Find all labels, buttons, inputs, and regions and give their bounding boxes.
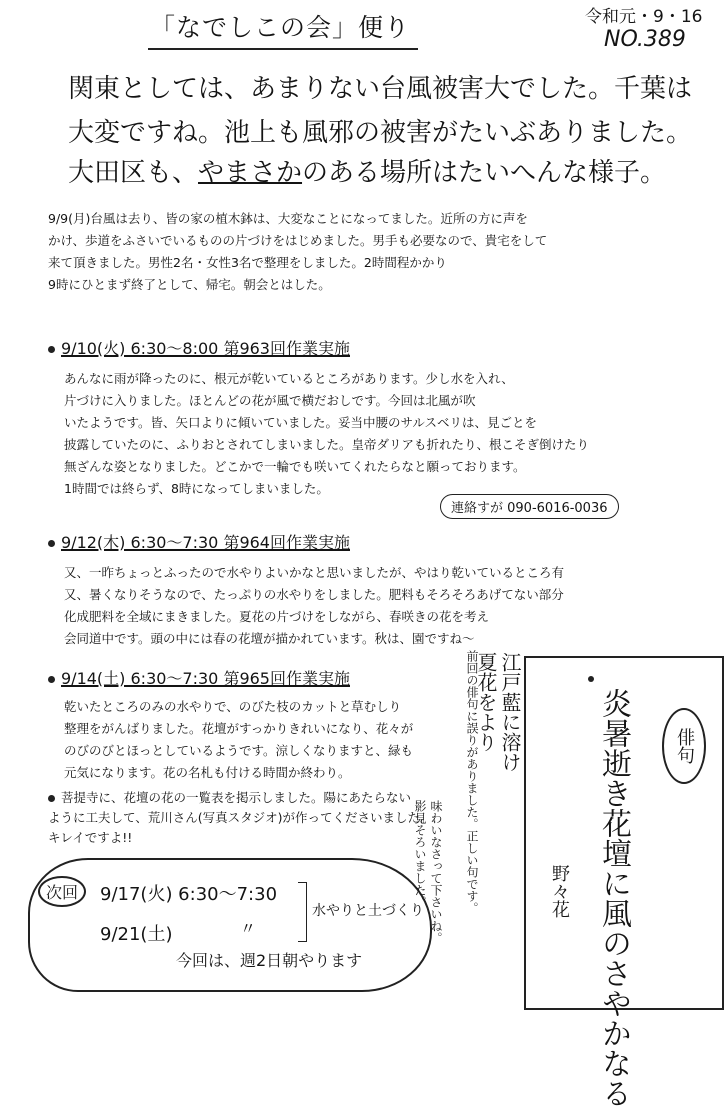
entry-3-heading: 9/12(木) 6:30～7:30 第964回作業実施 [48,530,350,553]
entry-3-line: 又、暑くなりそうなので、たっぷりの水やりをしました。肥料もそろそろあげてない部分 [64,587,564,602]
haiku-text: 炎暑逝き花壇に風のさやかなる [596,688,631,1108]
newsletter-title: 「なでしこの会」便り [150,13,411,42]
entry-4-heading: 9/14(土) 6:30～7:30 第965回作業実施 [48,666,350,689]
entry-2-line: 披露していたのに、ふりおとされてしまいました。皇帝ダリアも折れたり、根こそぎ倒けたり [64,437,590,452]
entry-2-line: 無ざんな姿となりました。どこかで一輪でも咲いてくれたらなと願っております。 [64,459,526,474]
side-note-line: 味わいなさって下さいね。 [429,800,443,944]
next-note: 今回は、週2日朝やります [176,951,363,970]
entry-2-line: 1時間では終らず、8時になってしまいました。 [64,481,329,496]
entry-5-line: 菩提寺に、花壇の花の一覧表を掲示しました。陽にあたらない [48,788,433,808]
entry-3-line: 化成肥料を全域にまきました。夏花の片づけをしながら、春咲きの花を考え [64,609,490,624]
side-note-line: 江戸藍に溶け [498,652,522,772]
entry-2-line: いたようです。皆、矢口よりに傾いていました。妥当中腰のサルスベリは、見ごとを [64,415,538,430]
haiku-bullet-icon [588,676,594,682]
intro-line-3-c: のある場所はたいへんな様子。 [302,158,667,188]
entry-2-heading: 9/10(火) 6:30～8:00 第963回作業実施 [48,336,350,359]
intro-line-3-highlight: やまさか [198,158,303,188]
next-date-1: 9/17(火) 6:30～7:30 [100,884,278,905]
issue-number: NO.389 [604,27,686,52]
haiku-tag: 俳句 [662,708,706,784]
entry-1-line: 来て頂きました。男性2名・女性3名で整理をしました。2時間程かかり [48,255,447,270]
entry-2-line: あんなに雨が降ったのに、根元が乾いているところがあります。少し水を入れ、 [64,371,514,386]
entry-5-body [48,788,433,848]
side-note-line: 夏花をより [474,652,498,752]
entry-2-line: 片づけに入りました。ほとんどの花が風で横だおしです。今回は北風が吹 [64,393,476,408]
intro-line-3 [68,152,666,189]
bullet-icon [48,795,55,802]
side-note-line: 前回の俳句に誤りがありました。正しい句です。 [465,650,479,914]
intro-line-1: 関東としては、あまりない台風被害大でした。千葉は [68,74,693,104]
entry-1-line: 9時にひとまず終了として、帰宅。朝会とはした。 [48,277,331,292]
entry-4-line: 元気になります。花の名札も付ける時間か終わり。 [64,765,351,780]
next-bracket [298,882,307,942]
intro-line-2: 大変ですね。池上も風邪の被害がたいぶありました。 [68,118,693,148]
next-label: 次回 [38,876,86,907]
title-underline [148,48,418,50]
entry-4-line: 整理をがんばりました。花壇がすっかりきれいになり、花々が [64,721,414,736]
bullet-icon [48,540,55,547]
entry-4-line: のびのびとほっとしているようです。涼しくなりますと、緑も [64,743,414,758]
entry-3-line: 会同道中です。頭の中には春の花壇が描かれています。秋は、園ですね～ [64,631,475,646]
haiku-author: 野々花 [549,864,570,918]
entry-4-line: 乾いたところのみの水やりで、のびた枝のカットと草むしり [64,699,402,714]
bullet-icon [48,676,55,683]
next-ditto-mark: 〃 [240,919,257,938]
issue-date: 令和元・9・16 [585,7,703,27]
entry-3-body [64,562,564,650]
next-task: 水やりと土づくり [312,903,424,919]
entry-1 [48,208,547,296]
intro-line-3-a: 大田区も、 [68,158,199,188]
entry-4-body [64,696,413,784]
entry-2-body [64,368,589,500]
side-note-line: 影見そろいました。 [413,800,427,908]
entry-1-line: 9/9(月)台風は去り、皆の家の植木鉢は、大変なことになってました。近所の方に声を [48,211,528,226]
next-schedule-cloud [28,858,432,992]
contact-phone: 連絡すが 090-6016-0036 [440,494,619,519]
entry-1-line: かけ、歩道をふさいでいるものの片づけをはじめました。男手も必要なので、貴宅をして [48,233,548,248]
entry-3-line: 又、一昨ちょっとふったので水やりよいかなと思いましたが、やはり乾いているところ有 [64,565,565,580]
next-date-2: 9/21(土) [100,924,173,945]
entry-5-line: キレイですよ!! [48,830,133,845]
entry-5-line: ように工夫して、荒川さん(写真スタジオ)が作ってくださいました。 [48,810,433,825]
bullet-icon [48,346,55,353]
